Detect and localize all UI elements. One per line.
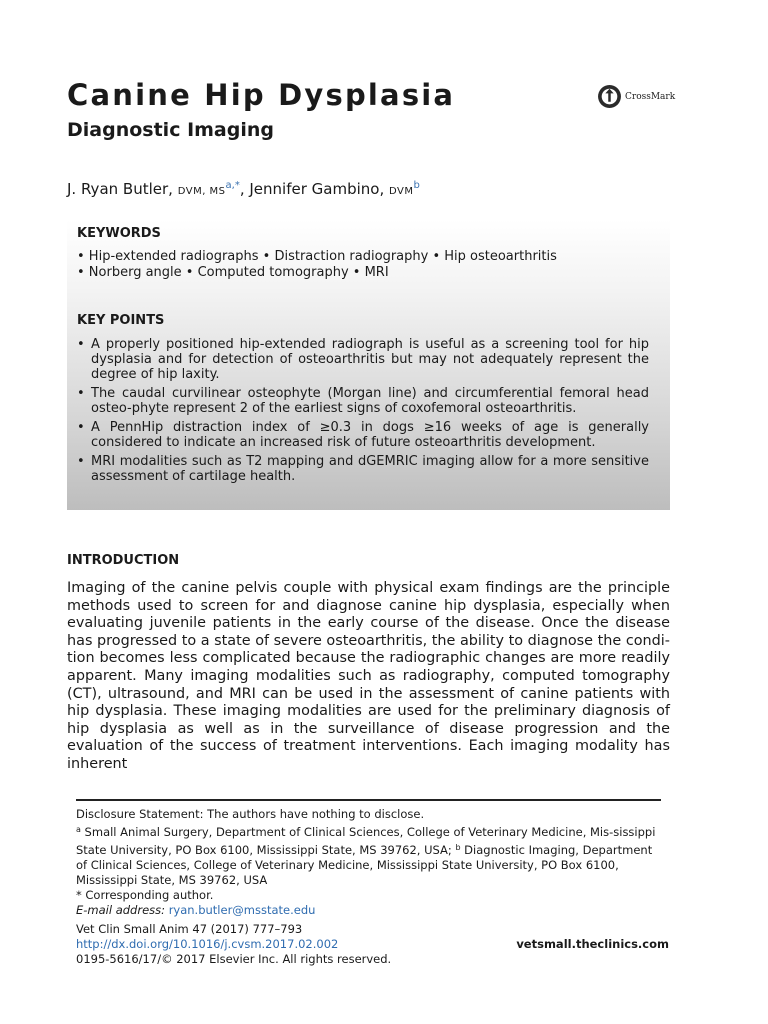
article-title: Canine Hip Dysplasia bbox=[67, 78, 456, 112]
journal-citation: Vet Clin Small Anim 47 (2017) 777–793 bbox=[76, 922, 303, 936]
keywords-list bbox=[77, 249, 657, 281]
affiliation-marker: a bbox=[76, 825, 81, 834]
keywords-heading: KEYWORDS bbox=[77, 226, 161, 241]
key-points-list bbox=[77, 337, 649, 488]
disclosure-statement: Disclosure Statement: The authors have nothing to disclose. bbox=[76, 807, 425, 821]
email-line bbox=[76, 903, 661, 918]
journal-info bbox=[76, 922, 391, 967]
author-name: , Jennifer Gambino, bbox=[239, 180, 385, 198]
affiliation-marker: b bbox=[455, 843, 461, 852]
affiliation-text: Diagnostic Imaging, Department of Clinical Sciences, College of Veterinary Medicine, Mississippi State University, PO Box 6100, Mississippi State, MS 39762, USA bbox=[76, 843, 653, 887]
affiliations bbox=[76, 822, 661, 888]
copyright-line: 0195-5616/17/© 2017 Elsevier Inc. All rights reserved. bbox=[76, 952, 392, 966]
introduction-paragraph: Imaging of the canine pelvis couple with physical exam findings are the principle methods used to screen for and diagnose canine hip dysplasia, especially when evaluating juvenile patients in the early course of the disease. Once the disease has progressed to a state of severe osteoarthritis, the ability to diagnose the condi-tion becomes less complicated because the radiographic changes are more readily apparent. Many imaging modalities such as radiography, computed tomography (CT), ultrasound, and MRI can be used in the assessment of canine patients with hip dysplasia. These imaging modalities are used for the preliminary diagnosis of hip dysplasia as well as in the surveillance of disease progression and the evaluation of the success of treatment interventions. Each imaging modality has inherent bbox=[67, 580, 670, 772]
keywords-line: • Norberg angle • Computed tomography • MRI bbox=[77, 265, 389, 280]
crossmark-icon bbox=[597, 84, 622, 109]
keywords-line: • Hip-extended radiographs • Distraction radiography • Hip osteoarthritis bbox=[77, 249, 557, 264]
key-point-item: • MRI modalities such as T2 mapping and dGEMRIC imaging allow for a more sensitive assessment of cartilage health. bbox=[77, 454, 649, 484]
abstract-box bbox=[67, 219, 670, 510]
crossmark-badge[interactable] bbox=[597, 84, 675, 109]
doi-link[interactable]: http://dx.doi.org/10.1016/j.cvsm.2017.02.002 bbox=[76, 937, 339, 951]
key-point-item: • A PennHip distraction index of ≥0.3 in dogs ≥16 weeks of age is generally considered to indicate an increased risk of future osteoarthritis development. bbox=[77, 420, 649, 450]
key-point-item: • A properly positioned hip-extended radiograph is useful as a screening tool for hip dysplasia and for detection of osteoarthritis but may not adequately represent the degree of hip laxity. bbox=[77, 337, 649, 382]
author-name: J. Ryan Butler, bbox=[67, 180, 173, 198]
affiliation-text: Small Animal Surgery, Department of Clinical Sciences, College of Veterinary Medicine, Mis-sissippi State University, PO Box 6100, Mississippi State, MS 39762, USA; bbox=[76, 825, 656, 857]
article-subtitle: Diagnostic Imaging bbox=[67, 119, 274, 141]
author-degree: DVM bbox=[389, 186, 414, 197]
author-line bbox=[67, 175, 420, 203]
author-affiliation-marker[interactable]: a,* bbox=[225, 180, 240, 191]
introduction-heading: INTRODUCTION bbox=[67, 553, 180, 568]
author-affiliation-marker[interactable]: b bbox=[413, 180, 420, 191]
footnotes bbox=[76, 807, 661, 918]
email-link[interactable]: ryan.butler@msstate.edu bbox=[168, 903, 316, 917]
email-label: E-mail address: bbox=[76, 903, 166, 917]
corresponding-author: * Corresponding author. bbox=[76, 888, 214, 902]
crossmark-label: CrossMark bbox=[625, 91, 676, 102]
footnote-divider bbox=[76, 799, 661, 801]
author-degree: DVM, MS bbox=[177, 186, 226, 197]
key-points-heading: KEY POINTS bbox=[77, 313, 165, 328]
key-point-item: • The caudal curvilinear osteophyte (Morgan line) and circumferential femoral head osteo-phyte represent 2 of the earliest signs of coxofemoral osteoarthritis. bbox=[77, 386, 649, 416]
journal-website[interactable]: vetsmall.theclinics.com bbox=[516, 937, 669, 951]
